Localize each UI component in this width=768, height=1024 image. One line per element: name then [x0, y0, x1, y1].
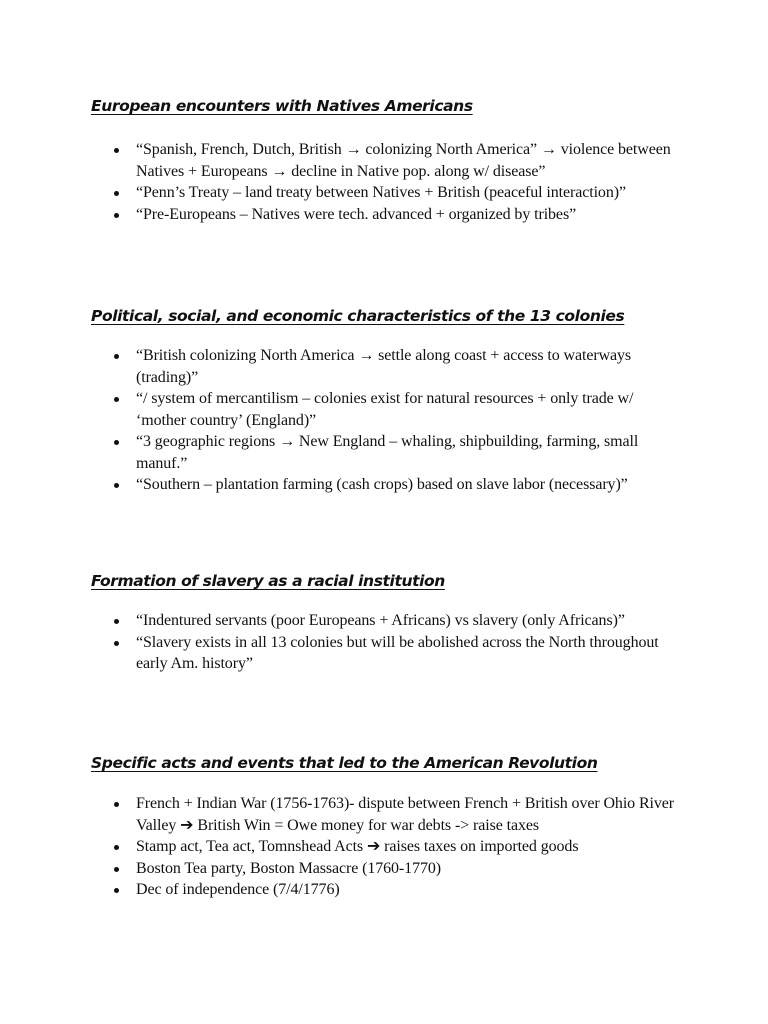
list-item-text: “Penn’s Treaty – land treaty between Natives + British (peaceful interaction)”	[136, 184, 626, 201]
bullet-icon	[114, 802, 119, 807]
list-item	[0, 879, 681, 901]
bullet-icon	[114, 440, 119, 445]
list-item	[0, 182, 681, 204]
bullet-icon	[114, 148, 119, 153]
list-item-text: “Slavery exists in all 13 colonies but will be abolished across the North throughout early Am. history”	[136, 633, 659, 672]
bullet-icon	[114, 483, 119, 488]
list-item	[0, 858, 681, 880]
bullet-list	[0, 793, 768, 901]
list-item	[0, 388, 681, 431]
bullet-icon	[114, 354, 119, 359]
list-item-text: “Indentured servants (poor Europeans + Africans) vs slavery (only Africans)”	[136, 612, 625, 629]
list-item	[0, 632, 681, 675]
list-item	[0, 793, 681, 836]
list-item-text: Dec of independence (7/4/1776)	[136, 881, 340, 898]
list-item-text: Stamp act, Tea act, Tomnshead Acts ➔ raises taxes on imported goods	[136, 838, 579, 855]
list-item-text: “Southern – plantation farming (cash crops) based on slave labor (necessary)”	[136, 476, 628, 493]
bullet-icon	[114, 191, 119, 196]
list-item	[0, 204, 681, 226]
section-heading: Formation of slavery as a racial institution	[91, 572, 445, 590]
bullet-icon	[114, 845, 119, 850]
bullet-list	[0, 610, 768, 675]
list-item-text: “/ system of mercantilism – colonies exist for natural resources + only trade w/ ‘mother country’ (England)”	[136, 390, 634, 429]
bullet-icon	[114, 641, 119, 646]
list-item	[0, 610, 681, 632]
bullet-icon	[114, 888, 119, 893]
bullet-list	[0, 139, 768, 225]
bullet-list	[0, 345, 768, 496]
list-item	[0, 836, 681, 858]
list-item-text: “British colonizing North America → settle along coast + access to waterways (trading)”	[136, 347, 632, 386]
bullet-icon	[114, 397, 119, 402]
list-item-text: “Spanish, French, Dutch, British → colonizing North America” → violence between Natives + Europeans → decline in Native pop. along w/ disease”	[136, 141, 671, 180]
bullet-icon	[114, 213, 119, 218]
list-item-text: French + Indian War (1756-1763)- dispute between French + British over Ohio River Valley ➔ British Win = Owe money for war debts -> raise taxes	[136, 795, 675, 834]
list-item-text: “3 geographic regions → New England – whaling, shipbuilding, farming, small manuf.”	[136, 433, 639, 472]
section-heading: European encounters with Natives Americans	[91, 97, 473, 115]
bullet-icon	[114, 619, 119, 624]
list-item	[0, 431, 681, 474]
section-heading: Political, social, and economic characteristics of the 13 colonies	[91, 307, 625, 325]
list-item	[0, 474, 681, 496]
list-item-text: “Pre-Europeans – Natives were tech. advanced + organized by tribes”	[136, 205, 577, 223]
list-item	[0, 345, 681, 388]
list-item-text: Boston Tea party, Boston Massacre (1760-1770)	[136, 859, 441, 877]
bullet-icon	[114, 867, 119, 872]
section-heading: Specific acts and events that led to the American Revolution	[91, 754, 598, 772]
list-item	[0, 139, 681, 182]
